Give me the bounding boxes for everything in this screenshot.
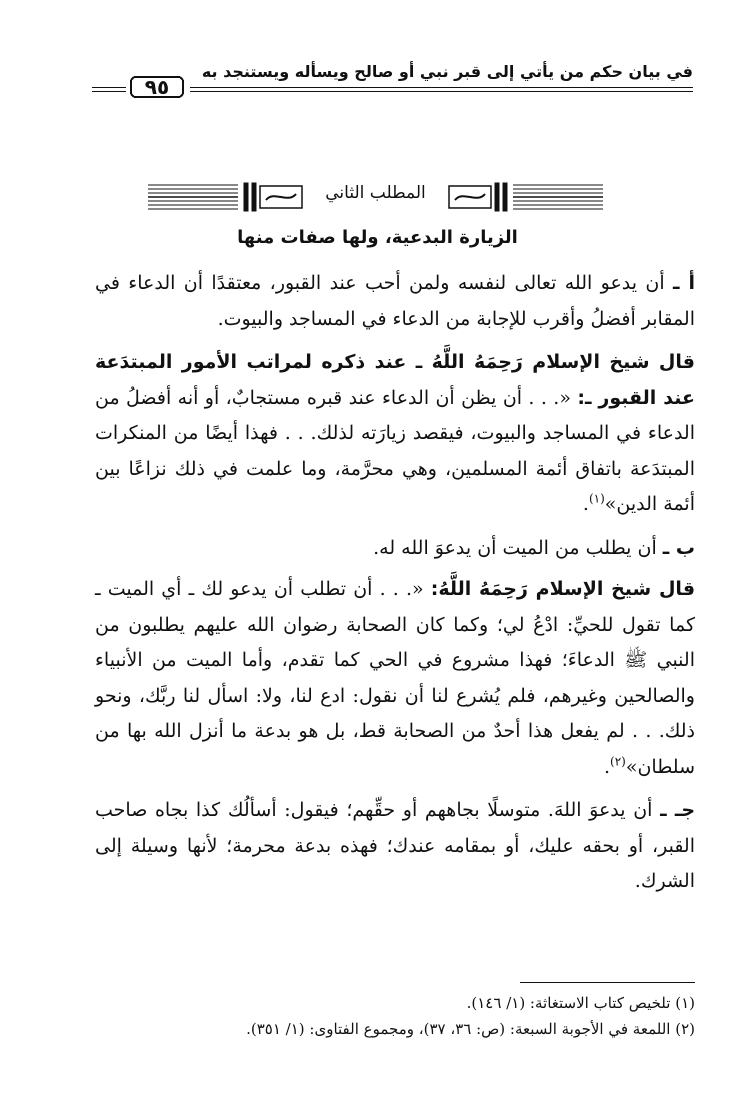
footnote-separator <box>520 982 695 983</box>
header-rule <box>190 87 693 88</box>
header-left-rule-thin <box>92 91 126 92</box>
paragraph-c <box>95 793 695 900</box>
paragraph-lead: جـ ـ <box>660 799 696 821</box>
footnote-1: (١) تلخيص كتاب الاستغاثة: (١/ ١٤٦). <box>466 994 695 1012</box>
section-heading: الزيارة البدعية، ولها صفات منها <box>237 227 518 248</box>
body-text <box>95 266 695 908</box>
footnotes <box>95 990 695 1042</box>
paragraph-text: «. . . أن يظن أن الدعاء عند قبره مستجابٌ، أو أنه أفضلُ من الدعاء في المساجد والبيوت، فيقصد زيارَته لذلك. . . فهذا أيضًا من المنكرات المبتدَعة باتفاق أئمة المسلمين، وهي محرَّمة، وما علمت في ذلك نزاعًا بين أئمة الدين» <box>95 386 695 515</box>
paragraph-text: «. . . أن تطلب أن يدعو لك ـ أي الميت ـ كما تقول للحيِّ: ادْعُ لي؛ وكما كان الصحابة رضوان الله عليهم يطلبون من النبي ﷺ الدعاءَ؛ فهذا مشروع في الحي كما تقدم، وأما الميت من الأنبياء والصالحين وغيرهم، فلم يُشرع لنا أن نقول: ادع لنا، ولا: اسأل لنا ربَّك، ونحو ذلك. . . لم يفعل هذا أحدٌ من الصحابة قط، بل هو بدعة ما أنزل الله بها من سلطان» <box>95 578 695 778</box>
paragraph-b <box>95 531 695 567</box>
paragraph-lead: قال شيخ الإسلام رَحِمَهُ اللَّهُ ـ عند ذكره لمراتب الأمور المبتدَعة عند القبور ـ: <box>95 351 695 409</box>
quote-ibn-taymiyya-2: قال شيخ الإسلام رَحِمَهُ اللَّهُ: «. . . أن تطلب أن يدعو لك ـ أي الميت ـ كما تقول للحيِّ: ادْعُ لي؛ وكما كان الصحابة رضوان الله عليهم يطلبون من النبي ﷺ الدعاءَ؛ فهذا مشروع في الحي كما تقدم، وأما الميت من الأنبياء والصالحين وغيرهم، فلم يُشرع لنا أن نقول: ادع لنا، ولا: اسأل لنا ربَّك، ونحو ذلك. . . لم يفعل هذا أحدٌ من الصحابة قط، بل هو بدعة ما أنزل الله بها من سلطان»$^{(٢)}$. <box>95 578 696 778</box>
paragraph-lead: ب ـ <box>662 536 695 559</box>
header-rule-thin <box>190 91 693 92</box>
running-title: في بيان حكم من يأتي إلى قبر نبي أو صالح ويسأله ويستنجد به <box>201 62 693 81</box>
footnote-ref-1[interactable]: (١) <box>588 491 605 506</box>
paragraph-text: أن يدعو الله تعالى لنفسه ولمن أحب عند القبور، معتقدًا أن الدعاء في المقابر أفضلُ وأقرب للإجابة من الدعاء في المساجد والبيوت. <box>95 272 695 330</box>
running-header <box>92 58 693 106</box>
paragraph-lead: قال شيخ الإسلام رَحِمَهُ اللَّهُ: <box>430 578 696 600</box>
page-number-frame <box>128 74 186 100</box>
quote-ibn-taymiyya-1: قال شيخ الإسلام رَحِمَهُ اللَّهُ ـ عند ذكره لمراتب الأمور المبتدَعة عند القبور ـ: «. . . أن يظن أن الدعاء عند قبره مستجابٌ، أو أنه أفضلُ من الدعاء في المساجد والبيوت، فيقصد زيارَته لذلك. . . فهذا أيضًا من المنكرات المبتدَعة باتفاق أئمة المسلمين، وهي محرَّمة، وما علمت في ذلك نزاعًا بين أئمة الدين»$^{(١)}$. <box>95 351 695 515</box>
paragraph-lead: أ ـ <box>673 272 696 294</box>
paragraph-text: أن يطلب من الميت أن يدعوَ الله له. <box>373 536 657 559</box>
section-banner <box>148 180 603 214</box>
banner-title: المطلب الثاني <box>325 183 426 203</box>
footnote-ref-2[interactable]: (٢) <box>610 754 626 769</box>
page-number: ٩٥ <box>144 75 170 99</box>
footnote-2: (٢) اللمعة في الأجوبة السبعة: (ص: ٣٦، ٣٧)، ومجموع الفتاوى: (١/ ٣٥١). <box>246 1020 695 1038</box>
paragraph-a <box>95 266 695 337</box>
header-left-rule <box>92 87 126 88</box>
paragraph-text: أن يدعوَ اللهَ. متوسلًا بجاههم أو حقِّهم؛ فيقول: أسألُك كذا بجاه صاحب القبر، أو بحقه عليك، أو بمقامه عندك؛ فهذه بدعة محرمة؛ لأنها وسيلة إلى الشرك. <box>95 799 695 892</box>
